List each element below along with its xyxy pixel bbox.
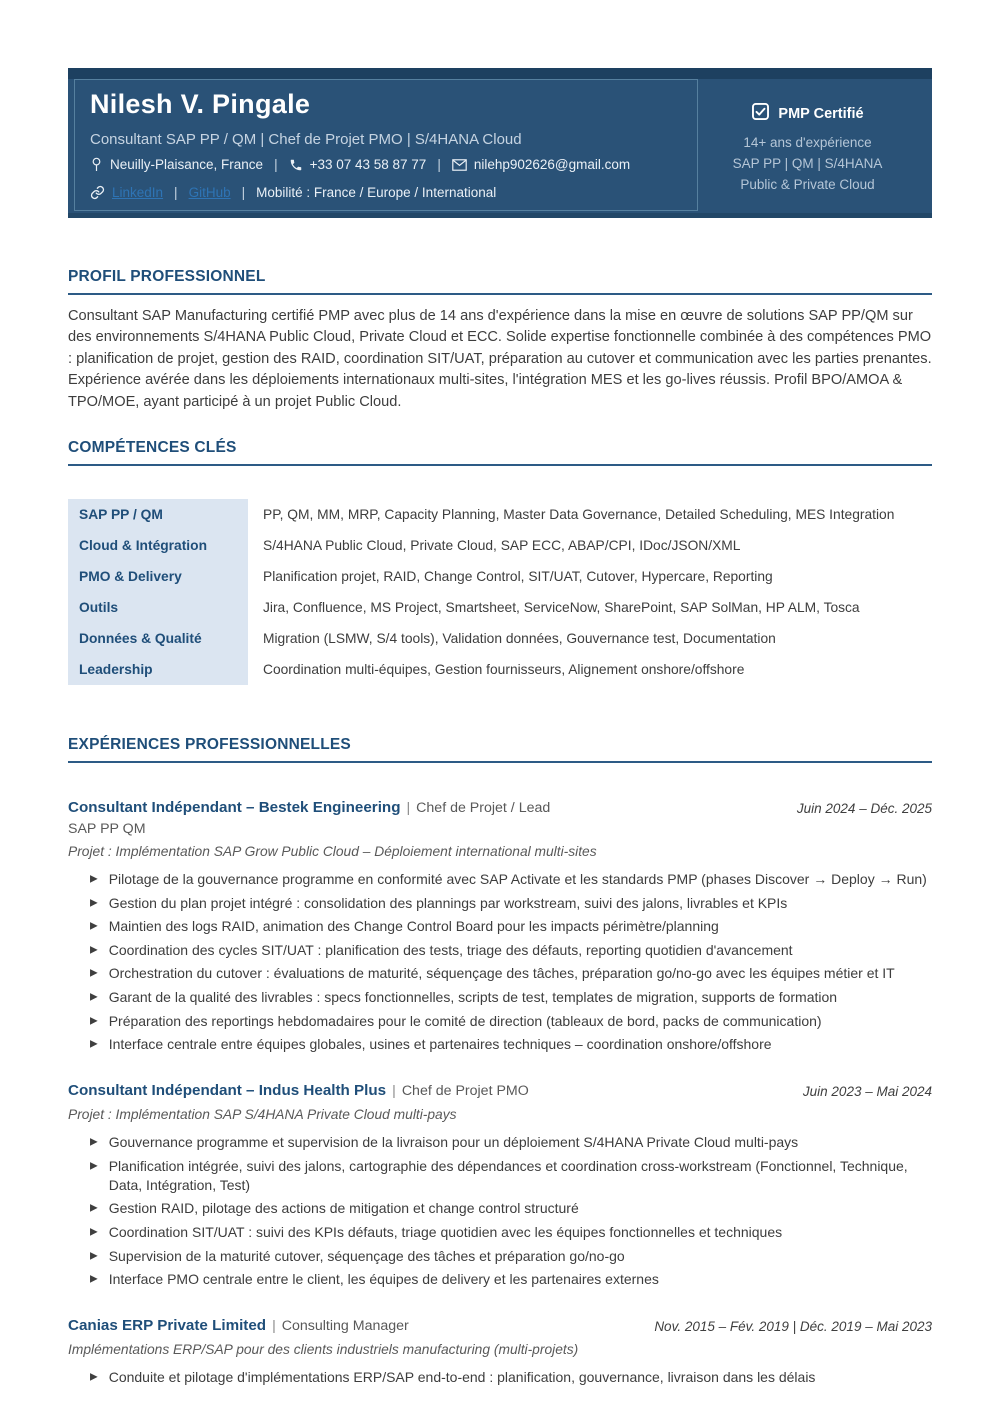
triangle-bullet-icon: ▶	[90, 967, 98, 979]
bullet-item	[68, 917, 932, 936]
bullet-text: Planification intégrée, suivi des jalons, cartographie des dépendances et coordination cross-workstream (Fonctionnel, Technique, Data, Intégration, Test)	[108, 1157, 908, 1193]
job-project-line: Projet : Implémentation SAP Grow Public Cloud – Déploiement international multi-sites	[68, 844, 597, 860]
pmp-badge	[705, 102, 910, 195]
skill-row	[68, 561, 932, 592]
bullet-text: Coordination SIT/UAT : suivi des KPIs défauts, triage quotidien avec les équipes fonctionnelles et techniques	[108, 1223, 783, 1240]
skill-label: Leadership	[68, 654, 248, 685]
job-company: Consultant Indépendant – Bestek Engineering	[68, 799, 401, 817]
job-entry-canias	[68, 1317, 932, 1387]
profile-paragraph: Consultant SAP Manufacturing certifié PMP avec plus de 14 ans d'expérience dans la mise en œuvre de solutions SAP PP/QM sur des environnements S/4HANA Public Cloud, Private Cloud et ECC. Solide expertise fonctionnelle combinée à des compétences PMO : planification de projet, gestion des RAID, coordination SIT/UAT, préparation au cutover et communication avec les parties prenantes. Expérience avérée dans les déploiements internationaux multi-sites, l'intégration MES et les go-lives réussis. Profil BPO/AMOA & TPO/MOE, ayant participé à un projet Public Cloud.	[68, 308, 932, 410]
bullet-item	[68, 1223, 932, 1242]
bullet-text: Gestion du plan projet intégré : consolidation des plannings par workstream, suivi des jalons, livrables et KPIs	[108, 894, 788, 911]
linkedin-link[interactable]: LinkedIn	[112, 185, 164, 200]
bullet-text: Interface centrale entre équipes globales, usines et partenaires techniques – coordination onshore/offshore	[108, 1036, 772, 1053]
job-bullet-list	[68, 1368, 932, 1387]
bullet-text: Conduite et pilotage d'implémentations ERP/SAP end-to-end : planification, gouvernance, livraison dans les délais	[108, 1369, 816, 1386]
skill-label: Outils	[68, 592, 248, 623]
bullet-item	[68, 1368, 932, 1387]
triangle-bullet-icon: ▶	[90, 1226, 98, 1238]
bullet-item	[68, 941, 932, 960]
bullet-item	[68, 1247, 932, 1266]
header-bottom-strip	[68, 213, 932, 218]
pmp-badge-title-row	[705, 102, 910, 125]
person-title: Consultant SAP PP / QM | Chef de Projet PMO | S/4HANA Cloud	[90, 131, 522, 148]
job-head	[68, 1317, 932, 1335]
job-entry-bestek	[68, 799, 932, 1054]
triangle-bullet-icon: ▶	[90, 1371, 98, 1383]
badge-skills-line: SAP PP | QM | S/4HANA	[732, 156, 883, 171]
skill-label: PMO & Delivery	[68, 561, 248, 592]
bullet-item	[68, 1012, 932, 1031]
skill-row	[68, 499, 932, 530]
link-chain-icon	[90, 185, 105, 200]
bullet-text: Gestion RAID, pilotage des actions de mitigation et change control structuré	[108, 1200, 579, 1217]
contact-line	[90, 157, 630, 172]
header-top-strip	[68, 68, 932, 79]
job-entry-indus	[68, 1082, 932, 1289]
checkbox-check-icon	[751, 102, 770, 125]
bullet-item	[68, 988, 932, 1007]
bullet-item	[68, 1157, 932, 1195]
skill-label: Cloud & Intégration	[68, 530, 248, 561]
bullet-text: Orchestration du cutover : évaluations de maturité, séquençage des tâches, préparation go/no-go avec les équipes métier et IT	[108, 965, 895, 982]
triangle-bullet-icon: ▶	[90, 1038, 98, 1050]
location-text: Neuilly-Plaisance, France	[110, 157, 264, 172]
bullet-item	[68, 1133, 932, 1152]
bullet-text: Interface PMO centrale entre le client, les équipes de delivery et les partenaires externes	[108, 1271, 659, 1288]
skill-row	[68, 623, 932, 654]
skill-label: SAP PP / QM	[68, 499, 248, 530]
job-titleblock	[68, 799, 550, 837]
skill-row	[68, 654, 932, 685]
separator: |	[437, 157, 441, 172]
job-role-line2: SAP PP QM	[68, 821, 146, 838]
person-name: Nilesh V. Pingale	[90, 89, 311, 119]
separator: |	[274, 157, 278, 172]
email-icon	[452, 159, 467, 171]
bullet-item	[68, 1199, 932, 1218]
skill-value: Jira, Confluence, MS Project, Smartsheet, ServiceNow, SharePoint, SAP SolMan, HP ALM, Tosca	[263, 600, 860, 616]
bullet-item	[68, 1035, 932, 1054]
triangle-bullet-icon: ▶	[90, 873, 98, 885]
links-line	[90, 185, 496, 200]
separator: |	[272, 1318, 276, 1335]
triangle-bullet-icon: ▶	[90, 1015, 98, 1027]
job-titleblock	[68, 1317, 409, 1335]
bullet-item	[68, 894, 932, 913]
bullet-item	[68, 870, 932, 889]
bullet-text: Gouvernance programme et supervision de la livraison pour un déploiement S/4HANA Private Cloud multi-pays	[108, 1134, 799, 1151]
job-period: Nov. 2015 – Fév. 2019 | Déc. 2019 – Mai 2023	[654, 1319, 932, 1335]
separator: |	[241, 185, 246, 200]
section-heading-experience: EXPÉRIENCES PROFESSIONNELLES	[68, 736, 932, 763]
bullet-item	[68, 1270, 932, 1289]
skill-value: Migration (LSMW, S/4 tools), Validation données, Gouvernance test, Documentation	[263, 631, 776, 647]
job-project-line: Implémentations ERP/SAP pour des clients industriels manufacturing (multi-projets)	[68, 1342, 579, 1358]
section-heading-skills: COMPÉTENCES CLÉS	[68, 439, 932, 466]
skill-value: Coordination multi-équipes, Gestion fournisseurs, Alignement onshore/offshore	[263, 662, 745, 678]
separator: |	[406, 800, 411, 817]
bullet-text: Supervision de la maturité cutover, séquençage des tâches et préparation go/no-go	[108, 1247, 625, 1264]
job-head	[68, 799, 932, 837]
badge-cloud-line: Public & Private Cloud	[740, 177, 875, 192]
triangle-bullet-icon: ▶	[90, 991, 98, 1003]
mobility-text: Mobilité : France / Europe / International	[256, 185, 497, 200]
triangle-bullet-icon: ▶	[90, 1136, 98, 1148]
triangle-bullet-icon: ▶	[90, 897, 98, 909]
content-area	[68, 268, 932, 1392]
job-period: Juin 2024 – Déc. 2025	[796, 801, 932, 817]
skill-value: S/4HANA Public Cloud, Private Cloud, SAP ECC, ABAP/CPI, IDoc/JSON/XML	[263, 538, 741, 554]
github-link[interactable]: GitHub	[188, 185, 231, 200]
job-titleblock	[68, 1082, 529, 1100]
skills-table	[68, 499, 932, 685]
triangle-bullet-icon: ▶	[90, 1273, 98, 1285]
header-band	[68, 68, 932, 218]
bullet-text: Coordination des cycles SIT/UAT : planification des tests, triage des défauts, reporting quotidien d'avancement	[108, 941, 793, 958]
separator: |	[392, 1083, 396, 1100]
pmp-badge-title: PMP Certifié	[778, 105, 864, 122]
location-pin-icon	[90, 157, 103, 172]
section-heading-profile: PROFIL PROFESSIONNEL	[68, 268, 932, 295]
job-role: Chef de Projet PMO	[401, 1083, 529, 1100]
email-text: nilehp902626@gmail.com	[473, 157, 631, 172]
badge-experience-line: 14+ ans d'expérience	[743, 135, 872, 150]
triangle-bullet-icon: ▶	[90, 1160, 98, 1172]
bullet-text: Préparation des reportings hebdomadaires pour le comité de direction (tableaux de bord, packs de communication)	[108, 1012, 822, 1029]
separator: |	[174, 185, 178, 200]
skill-row	[68, 530, 932, 561]
job-head	[68, 1082, 932, 1100]
triangle-bullet-icon: ▶	[90, 1250, 98, 1262]
job-bullet-list	[68, 1133, 932, 1289]
triangle-bullet-icon: ▶	[90, 944, 98, 956]
skill-row	[68, 592, 932, 623]
triangle-bullet-icon: ▶	[90, 920, 98, 932]
bullet-item	[68, 964, 932, 983]
skill-value: Planification projet, RAID, Change Control, SIT/UAT, Cutover, Hypercare, Reporting	[263, 569, 773, 585]
bullet-text: Pilotage de la gouvernance programme en conformité avec SAP Activate et les standards PMP (phases Discover → Deploy → Run)	[108, 871, 927, 888]
skill-value: PP, QM, MM, MRP, Capacity Planning, Master Data Governance, Detailed Scheduling, MES Integration	[263, 507, 895, 523]
job-bullet-list	[68, 870, 932, 1054]
job-project-line: Projet : Implémentation SAP S/4HANA Private Cloud multi-pays	[68, 1107, 457, 1123]
job-period: Juin 2023 – Mai 2024	[802, 1084, 932, 1100]
skill-label: Données & Qualité	[68, 623, 248, 654]
phone-icon	[289, 158, 303, 172]
triangle-bullet-icon: ▶	[90, 1202, 98, 1214]
bullet-text: Maintien des logs RAID, animation des Change Control Board pour les impacts périmètre/planning	[108, 918, 719, 935]
job-company: Consultant Indépendant – Indus Health Plus	[68, 1082, 387, 1100]
bullet-text: Garant de la qualité des livrables : specs fonctionnelles, scripts de test, templates de migration, supports de formation	[108, 989, 838, 1005]
job-role: Chef de Projet / Lead	[416, 800, 551, 817]
job-role: Consulting Manager	[281, 1318, 409, 1335]
phone-text: +33 07 43 58 87 77	[309, 157, 427, 172]
job-company: Canias ERP Private Limited	[68, 1317, 267, 1335]
